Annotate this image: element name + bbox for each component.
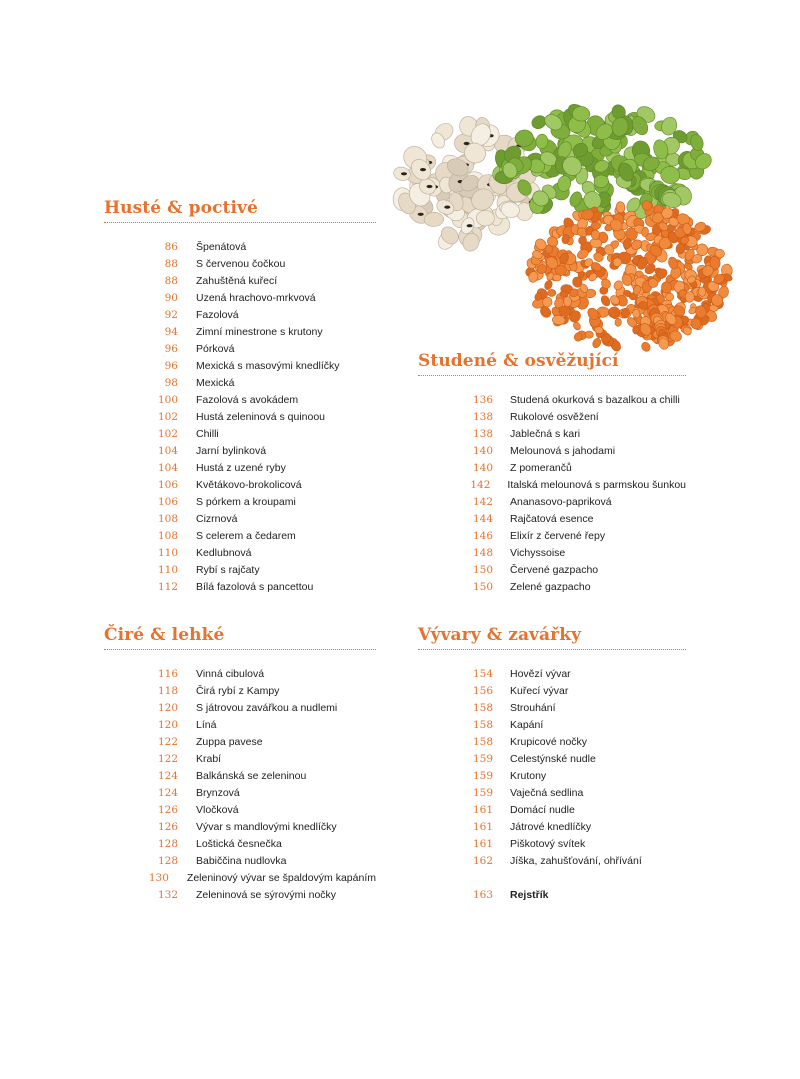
entry-name: Mexická [196,377,235,389]
entry-name: Zelené gazpacho [510,581,591,593]
entry-name: Zeleninová se sýrovými nočky [196,889,337,901]
page-number: 130 [148,872,169,884]
toc-row[interactable] [418,477,686,494]
entry-name: Hovězí vývar [510,668,571,680]
page-number: 86 [164,241,178,253]
section-title: Studené & osvěžující [418,350,686,376]
toc-row[interactable] [418,494,686,511]
page-number: 161 [472,821,493,833]
page-number: 102 [157,411,178,423]
page-number: 106 [157,479,178,491]
toc-row[interactable] [104,443,376,460]
entry-name: Rejstřík [510,889,549,901]
toc-row[interactable] [104,511,376,528]
entry-name: S červenou čočkou [196,258,286,270]
page-number: 161 [472,804,493,816]
page-number: 90 [164,292,178,304]
entry-name: Jablečná s kari [510,428,581,440]
toc-row[interactable] [104,239,376,256]
entry-name: Pórková [196,343,235,355]
section-cire [104,624,376,904]
page-number: 108 [157,513,178,525]
toc-row[interactable] [418,666,686,683]
toc-row[interactable] [418,853,686,870]
toc-row[interactable] [418,409,686,426]
toc-row[interactable] [104,256,376,273]
page-number: 100 [157,394,178,406]
section-studene [418,350,686,596]
page-number: 94 [164,326,178,338]
toc-row[interactable] [418,683,686,700]
toc-row[interactable] [104,545,376,562]
toc-row[interactable] [104,307,376,324]
page-number: 110 [157,564,178,576]
entry-name: Bílá fazolová s pancettou [196,581,314,593]
page-number: 150 [472,581,493,593]
entry-name: Loštická česnečka [196,838,282,850]
page-number: 122 [157,753,178,765]
entry-name: Zimní minestrone s krutony [196,326,323,338]
page-number: 159 [472,787,493,799]
entry-name: Balkánská se zeleninou [196,770,307,782]
entry-name: Krutony [510,770,547,782]
page-number: 161 [472,838,493,850]
page-number: 116 [157,668,178,680]
page-number: 112 [157,581,178,593]
entry-name: Kuřecí vývar [510,685,569,697]
page-number: 158 [472,736,493,748]
toc-row[interactable] [104,717,376,734]
entry-name: S celerem a čedarem [196,530,296,542]
page-number: 88 [164,275,178,287]
toc-row[interactable] [104,290,376,307]
toc-row[interactable] [104,734,376,751]
toc-list [104,239,376,596]
toc-list [418,666,686,870]
section-title: Čiré & lehké [104,624,376,650]
entry-name: Strouhání [510,702,556,714]
entry-name: Fazolová s avokádem [196,394,299,406]
page-number: 154 [472,668,493,680]
page-number: 140 [472,445,493,457]
entry-name: Zahuštěná kuřecí [196,275,278,287]
page-number: 140 [472,462,493,474]
toc-row[interactable] [418,545,686,562]
toc-row[interactable] [104,358,376,375]
legumes-photo [392,96,742,358]
entry-name: Vločková [196,804,239,816]
toc-row[interactable] [104,579,376,596]
entry-name: Čirá rybí z Kampy [196,685,280,697]
toc-row[interactable] [418,768,686,785]
page-number: 150 [472,564,493,576]
entry-name: Studená okurková s bazalkou a chilli [510,394,680,406]
entry-name: Zeleninový vývar se špaldovým kapáním [186,872,376,884]
toc-row[interactable] [104,870,376,887]
toc-row[interactable] [418,751,686,768]
toc-row[interactable] [104,341,376,358]
entry-name: Mexická s masovými knedlíčky [196,360,340,372]
section-title: Husté & poctivé [104,197,376,223]
entry-name: Babiččina nudlovka [196,855,287,867]
page-number: 120 [157,719,178,731]
entry-name: Rajčatová esence [510,513,594,525]
toc-row[interactable] [418,392,686,409]
toc-row[interactable] [104,785,376,802]
entry-name: Chilli [196,428,219,440]
entry-name: Ananasovo-papriková [510,496,612,508]
toc-row[interactable] [418,717,686,734]
toc-row[interactable] [104,460,376,477]
page-number: 163 [472,889,493,901]
entry-name: Elixír z červené řepy [510,530,606,542]
entry-name: Zuppa pavese [196,736,263,748]
page-number: 142 [472,496,493,508]
toc-row[interactable] [418,426,686,443]
toc-row[interactable] [418,734,686,751]
entry-name: Fazolová [196,309,239,321]
toc-row[interactable] [418,443,686,460]
page-number: 126 [157,821,178,833]
page-number: 108 [157,530,178,542]
toc-row[interactable] [418,511,686,528]
page-number: 122 [157,736,178,748]
toc-row[interactable] [104,768,376,785]
page-number: 159 [472,770,493,782]
page-number: 138 [472,428,493,440]
toc-list [104,666,376,904]
entry-name: Špenátová [196,241,247,253]
entry-name: Uzená hrachovo-mrkvová [196,292,316,304]
entry-name: Játrové knedlíčky [510,821,592,833]
toc-row[interactable] [418,819,686,836]
page-number: 128 [157,855,178,867]
toc-row[interactable] [104,562,376,579]
page-number: 158 [472,702,493,714]
entry-name: Vaječná sedlina [510,787,584,799]
entry-name: Vichyssoise [510,547,566,559]
page-number: 98 [164,377,178,389]
entry-name: Krupicové nočky [510,736,588,748]
page-number: 144 [472,513,493,525]
toc-row-index[interactable] [418,887,686,904]
entry-name: Domácí nudle [510,804,575,816]
entry-name: Líná [196,719,217,731]
entry-name: Piškotový svítek [510,838,586,850]
entry-name: Cizrnová [196,513,238,525]
entry-name: Rukolové osvěžení [510,411,599,423]
toc-row[interactable] [418,562,686,579]
page-number: 138 [472,411,493,423]
page-number: 136 [472,394,493,406]
toc-row[interactable] [104,494,376,511]
page-number: 102 [157,428,178,440]
entry-name: Celestýnské nudle [510,753,596,765]
entry-name: Italská melounová s parmskou šunkou [507,479,686,491]
page-number: 96 [164,360,178,372]
entry-name: Jarní bylinková [196,445,267,457]
page-number: 162 [472,855,493,867]
page-number: 120 [157,702,178,714]
page-number: 142 [470,479,491,491]
toc-row[interactable] [104,528,376,545]
toc-row[interactable] [418,460,686,477]
page-number: 146 [472,530,493,542]
section-vyvary [418,624,686,904]
entry-name: Červené gazpacho [510,564,599,576]
toc-row[interactable] [418,528,686,545]
page-number: 156 [472,685,493,697]
entry-name: S játrovou zavářkou a nudlemi [196,702,338,714]
lentils-pile [524,199,733,353]
toc-row[interactable] [104,683,376,700]
page-number: 132 [157,889,178,901]
toc-row[interactable] [104,887,376,904]
toc-row[interactable] [418,836,686,853]
entry-name: Kapání [510,719,544,731]
toc-row[interactable] [418,785,686,802]
page-number: 88 [164,258,178,270]
toc-row[interactable] [104,819,376,836]
toc-row[interactable] [104,375,376,392]
page-number: 126 [157,804,178,816]
entry-name: Vývar s mandlovými knedlíčky [196,821,337,833]
entry-name: Jíška, zahušťování, ohřívání [510,855,642,867]
toc-row[interactable] [418,802,686,819]
page-number: 159 [472,753,493,765]
page-number: 158 [472,719,493,731]
entry-name: Vinná cibulová [196,668,265,680]
toc-row[interactable] [104,666,376,683]
entry-name: Krabí [196,753,222,765]
entry-name: Kedlubnová [196,547,252,559]
page-number: 124 [157,787,178,799]
entry-name: Hustá zeleninová s quinoou [196,411,326,423]
entry-name: Květákovo-brokolicová [196,479,302,491]
page-number: 124 [157,770,178,782]
toc-row[interactable] [104,836,376,853]
toc-row[interactable] [104,409,376,426]
toc-row[interactable] [104,477,376,494]
entry-name: Rybí s rajčaty [196,564,260,576]
entry-name: Brynzová [196,787,240,799]
section-huste [104,197,376,596]
page-number: 92 [164,309,178,321]
toc-row[interactable] [104,426,376,443]
entry-name: Z pomerančů [510,462,572,474]
entry-name: Melounová s jahodami [510,445,616,457]
toc-row[interactable] [418,579,686,596]
toc-row[interactable] [104,853,376,870]
toc-row[interactable] [104,751,376,768]
toc-row[interactable] [104,802,376,819]
toc-row[interactable] [104,392,376,409]
toc-row[interactable] [104,273,376,290]
entry-name: Hustá z uzené ryby [196,462,286,474]
toc-row[interactable] [418,700,686,717]
page-number: 106 [157,496,178,508]
toc-list [418,392,686,596]
page-number: 148 [472,547,493,559]
toc-row[interactable] [104,324,376,341]
page-number: 128 [157,838,178,850]
page-number: 118 [157,685,178,697]
page-number: 104 [157,462,178,474]
section-title: Vývary & zavářky [418,624,686,650]
page-number: 96 [164,343,178,355]
entry-name: S pórkem a kroupami [196,496,296,508]
page-number: 110 [157,547,178,559]
toc-row[interactable] [104,700,376,717]
page-number: 104 [157,445,178,457]
